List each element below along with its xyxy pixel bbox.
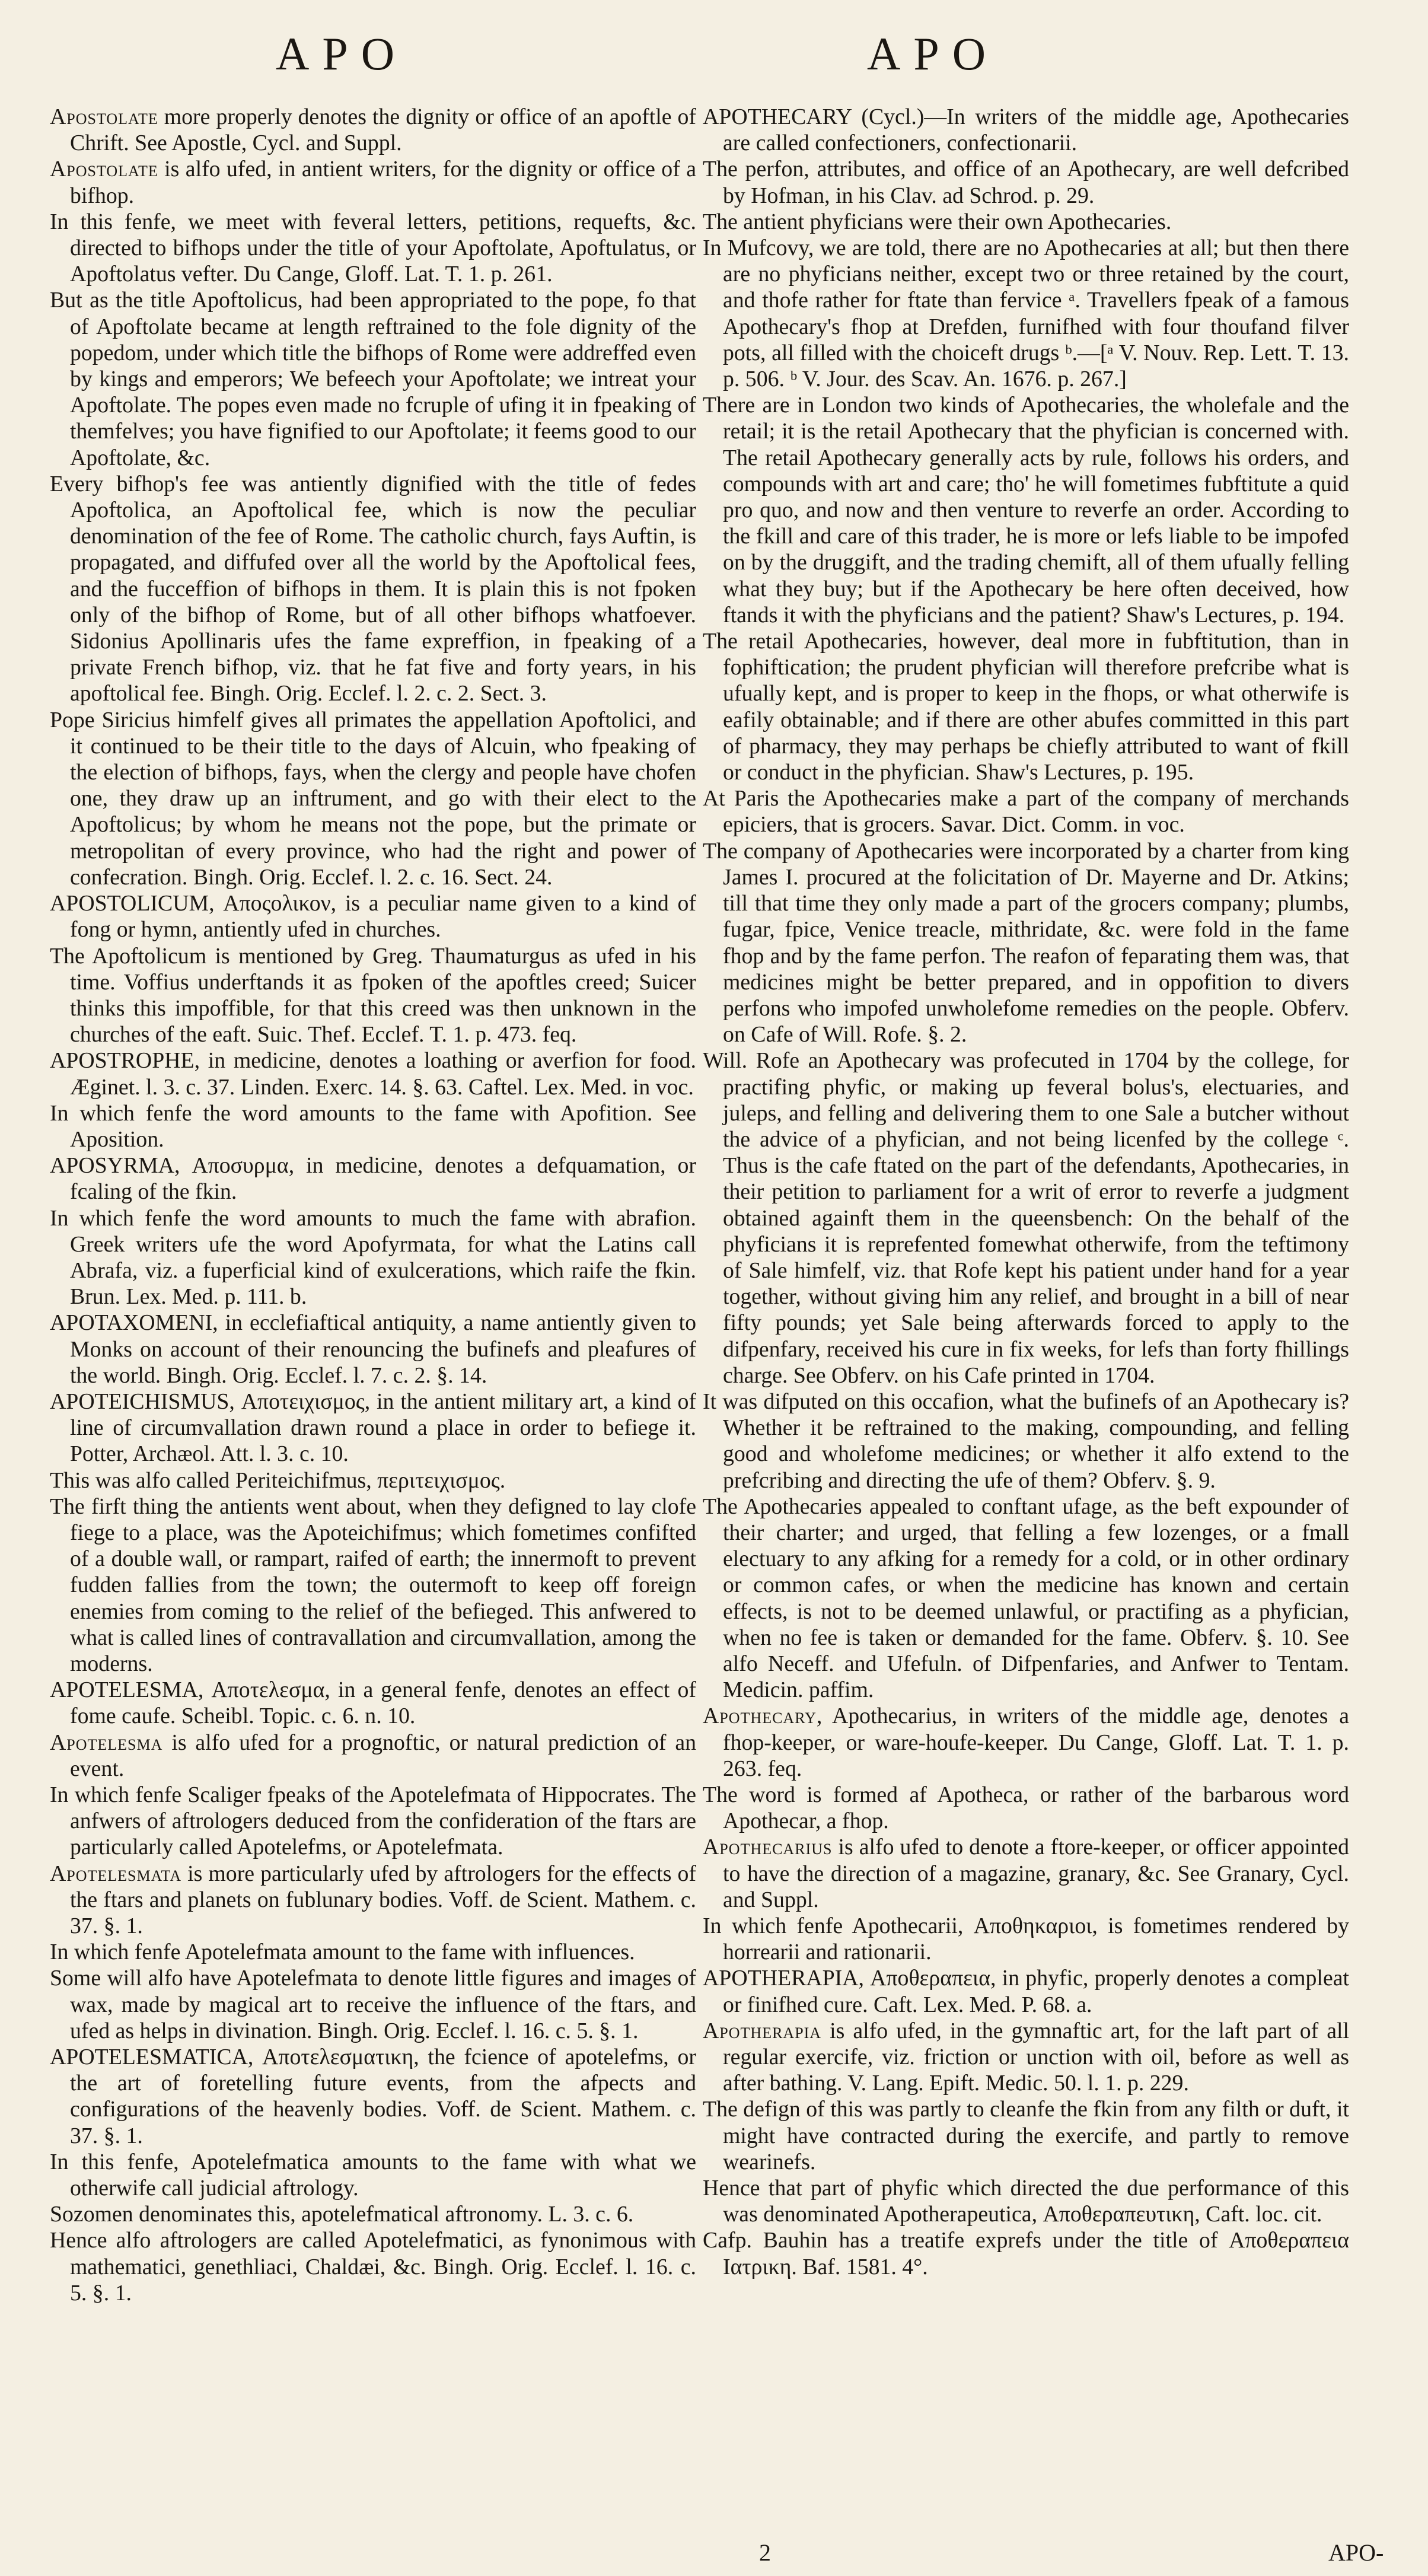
entry-text: At Paris the Apothecaries make a part of the company of merchands epiciers, that is grocers. Savar. Dict. Comm. in voc. [703,786,1349,838]
entry-text: , in medicine, denotes a loathing or averfion for food. Æginet. l. 3. c. 37. Linden. Exerc. 14. §. 63. Caftel. Lex. Med. in voc. [70,1048,696,1100]
entry-text: In Mufcovy, we are told, there are no Apothecaries at all; but then there are no phyficians neither, except two or three retained by the court, and thofe rather for ftate than fervice ᵃ. Travellers fpeak of a famous Apothecary's fhop at Drefden, furnifhed with four thoufand filver pots, all filled with the choiceft drugs ᵇ.—[ᵃ V. Nouv. Rep. Lett. T. 13. p. 506. ᵇ V. Jour. des Scav. An. 1676. p. 267.] [703,235,1349,392]
entry-headword: APOTELESMA [50,1677,198,1703]
entry-text: The firft thing the antients went about, when they defigned to lay clofe fiege to a place, was the Apoteichifmus; which fometimes confifted of a double wall, or rampart, raifed of earth; the innermoft to prevent fudden fallies from the town; the outermoft to keep off foreign enemies from coming to the relief of the befieged. This anfwered to what is called lines of contravallation and circumvallation, among the moderns. [50,1494,696,1676]
entry-paragraph [703,785,1349,838]
entry-text: The company of Apothecaries were incorporated by a charter from king James I. procured at the folicitation of Dr. Mayerne and Dr. Atkins; till that time they only made a part of the grocers company; plumbs, fugar, fpice, Venice treacle, mithridate, &c. were fold in the fame fhop and by the fame perfon. The reafon of feparating them was, that medicines might be better prepared, and in oppofition to divers perfons who impofed unwholefome remedies on the people. Obferv. on Cafe of Will. Rofe. §. 2. [703,838,1349,1047]
entry-text: The Apoftolicum is mentioned by Greg. Thaumaturgus as ufed in his time. Voffius underftands it as fpoken of the apoftles creed; Suicer thinks this impoffible, for that this creed was then unknown in the churches of the eaft. Suic. Thef. Ecclef. T. 1. p. 473. feq. [50,943,696,1047]
dictionary-entry [50,1152,696,1205]
entry-text: The antient phyficians were their own Apothecaries. [703,209,1172,234]
entry-text: In which fenfe the word amounts to much the fame with abrafion. Greek writers ufe the word Apofyrmata, for what the Latins call Abrafa, viz. a fuperficial kind of exulcerations, which raife the fkin. Brun. Lex. Med. p. 111. b. [50,1205,696,1310]
entry-headword: APOTHECARY [703,104,852,129]
entry-text: There are in London two kinds of Apothecaries, the wholefale and the retail; it is the retail Apothecary that the phyfician is concerned with. The retail Apothecary generally acts by rule, follows his orders, and compounds with art and care; tho' he will fometimes fubftitute a quid pro quo, and now and then venture to reverfe an order. According to the fkill and care of this trader, he is more or lefs liable to be impofed on by the druggift, and the trading chemift, all of them ufually felling what they buy; but if the Apothecary be here often deceived, how ftands it with the phyficians and the patient? Shaw's Lectures, p. 194. [703,393,1349,628]
entry-text: The defign of this was partly to cleanfe the fkin from any filth or duft, it might have contracted during the exercife, and partly to remove wearinefs. [703,2097,1349,2174]
entry-paragraph [703,235,1349,392]
entry-paragraph [50,2149,696,2201]
entry-paragraph [703,1782,1349,1834]
entry-text: Sozomen denominates this, apotelefmatical aftronomy. L. 3. c. 6. [50,2202,634,2227]
entry-paragraph [50,1205,696,1310]
entry-headword: Apothecarius [703,1835,833,1860]
entry-paragraph [50,1467,696,1494]
dictionary-entry [703,1834,1349,1913]
entry-paragraph [703,628,1349,785]
entry-text: , Αποςολικον, is a peculiar name given to a kind of fong or hymn, antiently ufed in churches. [70,891,696,942]
entry-headword: APOSYRMA [50,1153,175,1179]
dictionary-entry [50,1389,696,1467]
dictionary-entry [703,104,1349,156]
entry-paragraph [50,943,696,1048]
entry-text: In which fenfe Apothecarii, Αποθηκαριοι, is fometimes rendered by horrearii and rationarii. [703,1913,1349,1965]
entry-text: Hence alfo aftrologers are called Apotelefmatici, as fynonimous with mathematici, genethliaci, Chaldæi, &c. Bingh. Orig. Ecclef. l. 16. c. 5. §. 1. [50,2228,696,2306]
entry-paragraph [50,287,696,470]
entry-text: Every bifhop's fee was antiently dignified with the title of fedes Apoftolica, an Apoftolical fee, which is now the peculiar denomination of the fee of Rome. The catholic church, fays Auftin, is propagated, and diffufed over all the world by the Apoftolical fees, and the fucceffion of bifhops in them. It is plain this is not fpoken only of the bifhop of Rome, but of all other bifhops whatfoever. Sidonius Apollinaris ufes the fame expreffion, in fpeaking of a private French bifhop, viz. that he fat five and forty years, in his apoftolical fee. Bingh. Orig. Ecclef. l. 2. c. 2. Sect. 3. [50,471,696,706]
entry-text: Pope Siricius himfelf gives all primates the appellation Apoftolici, and it continued to be their title to the days of Alcuin, who fpeaking of the election of bifhops, fays, when the clergy and people have chofen one, they draw up an inftrument, and go with their elect to the Apoftolicus; by whom he means not the pope, but the primate or metropolitan of every province, who had the right and power of confecration. Bingh. Orig. Ecclef. l. 2. c. 16. Sect. 24. [50,707,696,890]
dictionary-entry [50,2044,696,2149]
dictionary-entry [50,1861,696,1940]
entry-headword: APOSTROPHE [50,1048,195,1074]
entry-headword: Apothecary [703,1703,817,1729]
entry-paragraph [703,2096,1349,2175]
entry-headword: APOTAXOMENI [50,1310,213,1336]
right-column [703,104,1349,2280]
entry-text: is alfo ufed to denote a ftore-keeper, or officer appointed to have the direction of a magazine, granary, &c. See Granary, Cycl. and Suppl. [723,1835,1349,1912]
entry-headword: Apotelesmata [50,1861,182,1886]
dictionary-entry [50,1730,696,1782]
dictionary-entry [50,156,696,208]
entry-paragraph [703,838,1349,1048]
entry-paragraph [50,1494,696,1677]
entry-paragraph [50,1965,696,2044]
entry-paragraph [50,1939,696,1965]
entry-text: The Apothecaries appealed to conftant ufage, as the beft expounder of their charter; and urged, that felling a few lozenges, or a fmall electuary to any afking for a remedy for a cold, or in other ordinary or common cafes, or when the medicine has known and certain effects, is not to be deemed unlawful, or practifing as a phyfician, when no fee is taken or demanded for the fame. Obferv. §. 10. See alfo Neceff. and Ufefuln. of Difpenfaries, and Anfwer to Tentam. Medicin. paffim. [703,1494,1349,1703]
entry-headword: Apotelesma [50,1730,163,1755]
entry-paragraph [703,1494,1349,1703]
dictionary-entry [50,1310,696,1389]
entry-text: In which fenfe Apotelefmata amount to the fame with influences. [50,1940,635,1965]
entry-paragraph [50,209,696,288]
entry-paragraph [703,209,1349,235]
entry-text: , Apothecarius, in writers of the middle age, denotes a fhop-keeper, or ware-houfe-keeper. Du Cange, Gloff. Lat. T. 1. p. 263. feq. [723,1703,1349,1781]
entry-paragraph [50,1100,696,1152]
entry-text: But as the title Apoftolicus, had been appropriated to the pope, fo that of Apoftolate became at length reftrained to the fole dignity of the popedom, under which title the bifhops of Rome were addreffed even by kings and emperors; We befeech your Apoftolate; we intreat your Apoftolate. The popes even made no fcruple of ufing it in fpeaking of themfelves; you have fignified to our Apoftolate; it feems good to our Apoftolate, &c. [50,288,696,470]
entry-paragraph [703,1047,1349,1389]
dictionary-entry [50,1677,696,1729]
entry-text: is alfo ufed, in the gymnaftic art, for the laft part of all regular exercife, viz. friction or unction with oil, before as well as after bathing. V. Lang. Epift. Medic. 50. l. 1. p. 229. [723,2018,1349,2096]
entry-text: (Cycl.)—In writers of the middle age, Apothecaries are called confectioners, confectionarii. [723,104,1349,156]
entry-paragraph [50,2201,696,2227]
entry-paragraph [50,1782,696,1861]
entry-paragraph [703,1389,1349,1494]
entry-paragraph [703,1913,1349,1965]
entry-text: The perfon, attributes, and office of an Apothecary, are well defcribed by Hofman, in his Clav. ad Schrod. p. 29. [703,157,1349,208]
entry-headword: Apostolate [50,157,158,182]
dictionary-entry [703,1965,1349,2017]
entry-text: , Αποθεραπεια, in phyfic, properly denotes a compleat or finifhed cure. Caft. Lex. Med. P. 68. a. [723,1966,1349,2017]
entry-text: Hence that part of phyfic which directed the due performance of this was denominated Apotherapeutica, Αποθεραπευτικη, Caft. loc. cit. [703,2176,1349,2227]
entry-headword: APOSTOLICUM [50,891,209,916]
page-number: 2 [759,2539,771,2566]
entry-paragraph [50,707,696,890]
dictionary-entry [50,890,696,942]
entry-text: Some will alfo have Apotelefmata to denote little figures and images of wax, made by magical art to receive the influence of the ftars, and ufed as helps in divination. Bingh. Orig. Ecclef. l. 16. c. 5. §. 1. [50,1966,696,2043]
entry-paragraph [703,2227,1349,2279]
entry-text: Cafp. Bauhin has a treatife exprefs under the title of Αποθεραπεια Ιατρικη. Baf. 1581. 4°. [703,2228,1349,2279]
entry-text: , Αποσυρμα, in medicine, denotes a defquamation, or fcaling of the fkin. [70,1153,696,1205]
entry-headword: APOTELESMATICA [50,2045,248,2070]
entry-text: , Αποτελεσμα, in a general fenfe, denotes an effect of fome caufe. Scheibl. Topic. c. 6. n. 10. [70,1677,696,1729]
entry-text: This was alfo called Periteichifmus, περιτειχισμος. [50,1467,506,1493]
dictionary-entry [703,1703,1349,1782]
entry-text: is more particularly ufed by aftrologers for the effects of the ftars and planets on fublunary bodies. Voff. de Scient. Mathem. c. 37. §. 1. [70,1861,696,1939]
entry-text: , in ecclefiaftical antiquity, a name antiently given to Monks on account of their renouncing the bufinefs and pleafures of the world. Bingh. Orig. Ecclef. l. 7. c. 2. §. 14. [70,1310,696,1388]
entry-text: It was difputed on this occafion, what the bufinefs of an Apothecary is? Whether it be reftrained to the making, compounding, and felling good and wholefome medicines; or whether it alfo extend to the prefcribing and directing the ufe of them? Obferv. §. 9. [703,1389,1349,1493]
entry-text: In this fenfe, we meet with feveral letters, petitions, requefts, &c. directed to bifhops under the title of your Apoftolate, Apoftulatus, or Apoftolatus vefter. Du Cange, Gloff. Lat. T. 1. p. 261. [50,209,696,287]
running-header-right: APO [867,28,999,79]
entry-text: The retail Apothecaries, however, deal more in fubftitution, than in fophiftication; the prudent phyfician will therefore prefcribe what is ufually kept, and is proper to keep in the fhops, or what otherwife is eafily obtainable; and if there are other abufes committed in this part of pharmacy, they may perhaps be chiefly attributed to want of fkill or conduct in the phyfician. Shaw's Lectures, p. 195. [703,629,1349,785]
entry-text: , Αποτειχισμος, in the antient military art, a kind of line of circumvallation drawn round a place in order to befiege it. Potter, Archæol. Att. l. 3. c. 10. [70,1389,696,1467]
running-header-left: APO [276,28,408,79]
entry-text: Will. Rofe an Apothecary was profecuted in 1704 by the college, for practifing phyfic, or making up feveral bolus's, electuaries, and juleps, and felling and delivering them to one Sale a butcher without the advice of a phyfician, and not being licenfed by the college ᶜ. Thus is the cafe ftated on the part of the defendants, Apothecaries, in their petition to parliament for a writ of error to reverfe a judgment obtained againft them in the queensbench: On the behalf of the phyficians it is reprefented fomewhat otherwife, from the teftimony of Sale himfelf, viz. that Rofe kept his patient under hand for a year together, without giving him any relief, and brought in a bill of near fifty pounds; yet Sale being afterwards forced to apply to the difpenfary, received his cure in fix weeks, for lefs than forty fhillings charge. See Obferv. on his Cafe printed in 1704. [703,1048,1349,1388]
entry-paragraph [50,471,696,707]
dictionary-entry [50,104,696,156]
entry-text: In which fenfe Scaliger fpeaks of the Apotelefmata of Hippocrates. The anfwers of aftrologers deduced from the confideration of the ftars are particularly called Apotelefms, or Apotelefmata. [50,1782,696,1860]
entry-text: more properly denotes the dignity or office of an apoftle of Chrift. See Apostle, Cycl. and Suppl. [70,104,696,156]
dictionary-entry [703,2018,1349,2097]
entry-text: is alfo ufed, in antient writers, for the dignity or office of a bifhop. [70,157,696,208]
entry-text: In which fenfe the word amounts to the fame with Apofition. See Aposition. [50,1100,696,1152]
catchword: APO- [1328,2539,1384,2566]
entry-paragraph [703,392,1349,628]
entry-text: is alfo ufed for a prognoftic, or natural prediction of an event. [70,1730,696,1781]
entry-text: The word is formed af Apotheca, or rather of the barbarous word Apothecar, a fhop. [703,1782,1349,1834]
entry-paragraph [50,2227,696,2306]
entry-text: , Αποτελεσματικη, the fcience of apotelefms, or the art of foretelling future events, from the afpects and configurations of the heavenly bodies. Voff. de Scient. Mathem. c. 37. §. 1. [70,2045,696,2148]
left-column [50,104,696,2306]
entry-headword: Apotherapia [703,2018,822,2043]
entry-text: In this fenfe, Apotelefmatica amounts to the fame with what we otherwife call judicial aftrology. [50,2149,696,2201]
entry-headword: APOTEICHISMUS [50,1389,230,1414]
dictionary-entry [50,1047,696,1100]
entry-headword: APOTHERAPIA [703,1966,859,1991]
entry-paragraph [703,2175,1349,2227]
entry-paragraph [703,156,1349,208]
entry-headword: Apostolate [50,104,158,129]
